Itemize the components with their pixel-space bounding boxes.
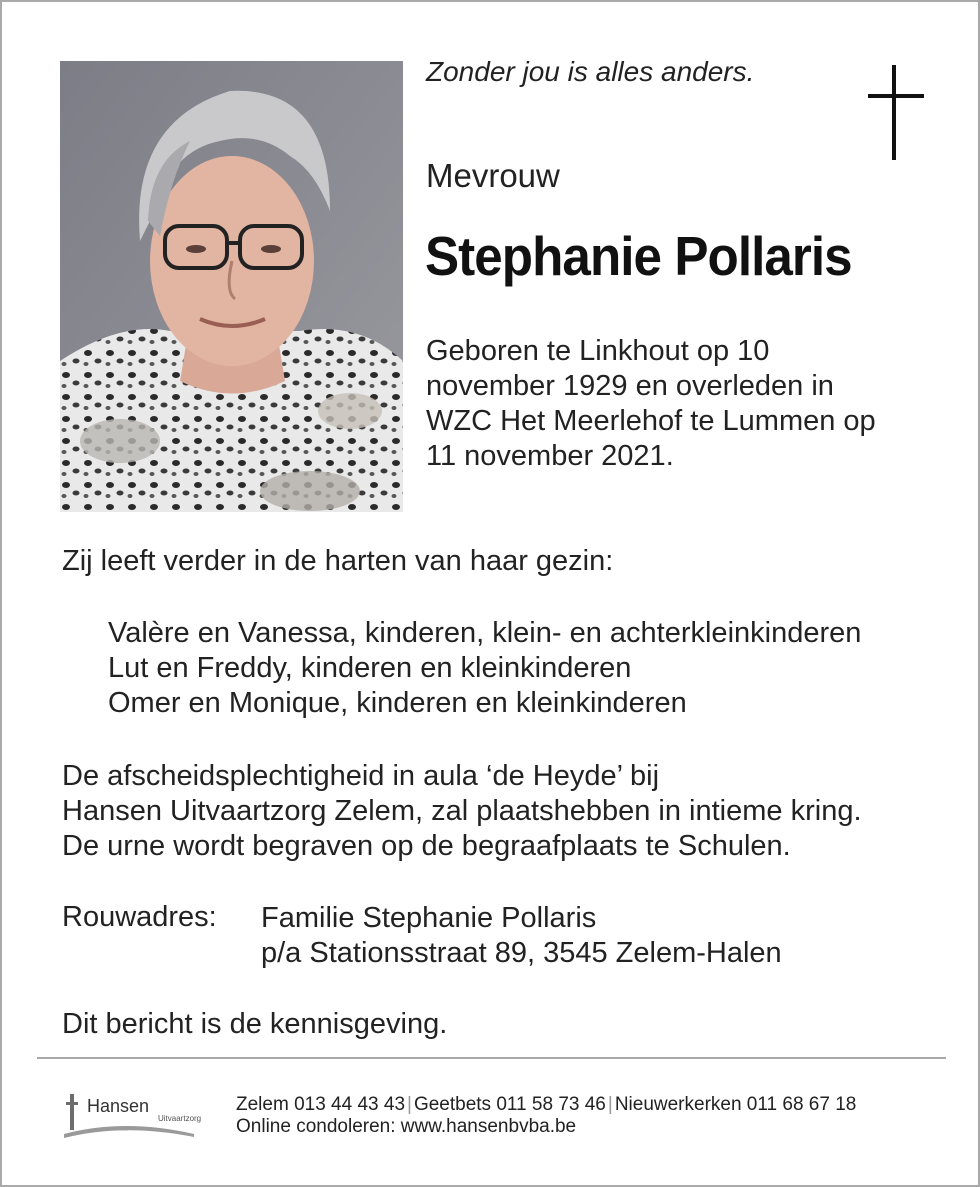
birth-line: 11 november 2021. [426,440,674,472]
address-label: Rouwadres: [62,901,217,933]
mourning-address [261,901,782,971]
family-member-line: Lut en Freddy, kinderen en kleinkinderen [108,652,632,684]
family-member-line: Valère en Vanessa, kinderen, klein- en achterkleinkinderen [108,617,862,649]
birth-death-details [426,334,876,474]
family-member-line: Omer en Monique, kinderen en kleinkinderen [108,687,687,719]
address-line: Familie Stephanie Pollaris [261,902,597,934]
separator: | [407,1094,412,1115]
phone-geetbets[interactable]: Geetbets 011 58 73 46 [413,1094,606,1115]
portrait-photo [60,61,403,512]
ceremony-line: De urne wordt begraven op de begraafplaats te Schulen. [62,830,791,862]
ceremony-details [62,759,862,864]
salutation: Mevrouw [426,157,560,194]
ceremony-line: De afscheidsplechtigheid in aula ‘de Heyde’ bij [62,760,660,792]
online-condolence-link[interactable]: Online condoleren: www.hansenbvba.be [236,1116,577,1137]
birth-line: WZC Het Meerlehof te Lummen op [426,405,876,437]
address-line: p/a Stationsstraat 89, 3545 Zelem-Halen [261,937,782,969]
logo-subtitle: Uitvaartzorg [158,1114,202,1123]
motto-quote: Zonder jou is alles anders. [426,56,755,87]
separator: | [607,1094,613,1115]
footer-divider [37,1057,946,1059]
closing-note: Dit bericht is de kennisgeving. [62,1008,448,1040]
cross-icon [868,65,924,160]
hansen-logo [64,1090,202,1140]
family-list [108,616,861,721]
family-intro: Zij leeft verder in de harten van haar gezin: [62,545,614,577]
birth-line: Geboren te Linkhout op 10 [426,335,770,367]
ceremony-line: Hansen Uitvaartzorg Zelem, zal plaatshebben in intieme kring. [62,795,862,827]
phone-nieuwerkerken[interactable]: Nieuwerkerken 011 68 67 18 [614,1094,857,1115]
phone-numbers-line [236,1094,856,1116]
logo-name: Hansen [87,1096,150,1116]
phone-zelem[interactable]: Zelem 013 44 43 43 [236,1094,406,1115]
birth-line: november 1929 en overleden in [426,370,834,402]
funeral-home-contact [236,1094,856,1138]
portrait-image [60,61,403,512]
deceased-name: Stephanie Pollaris [425,225,852,287]
